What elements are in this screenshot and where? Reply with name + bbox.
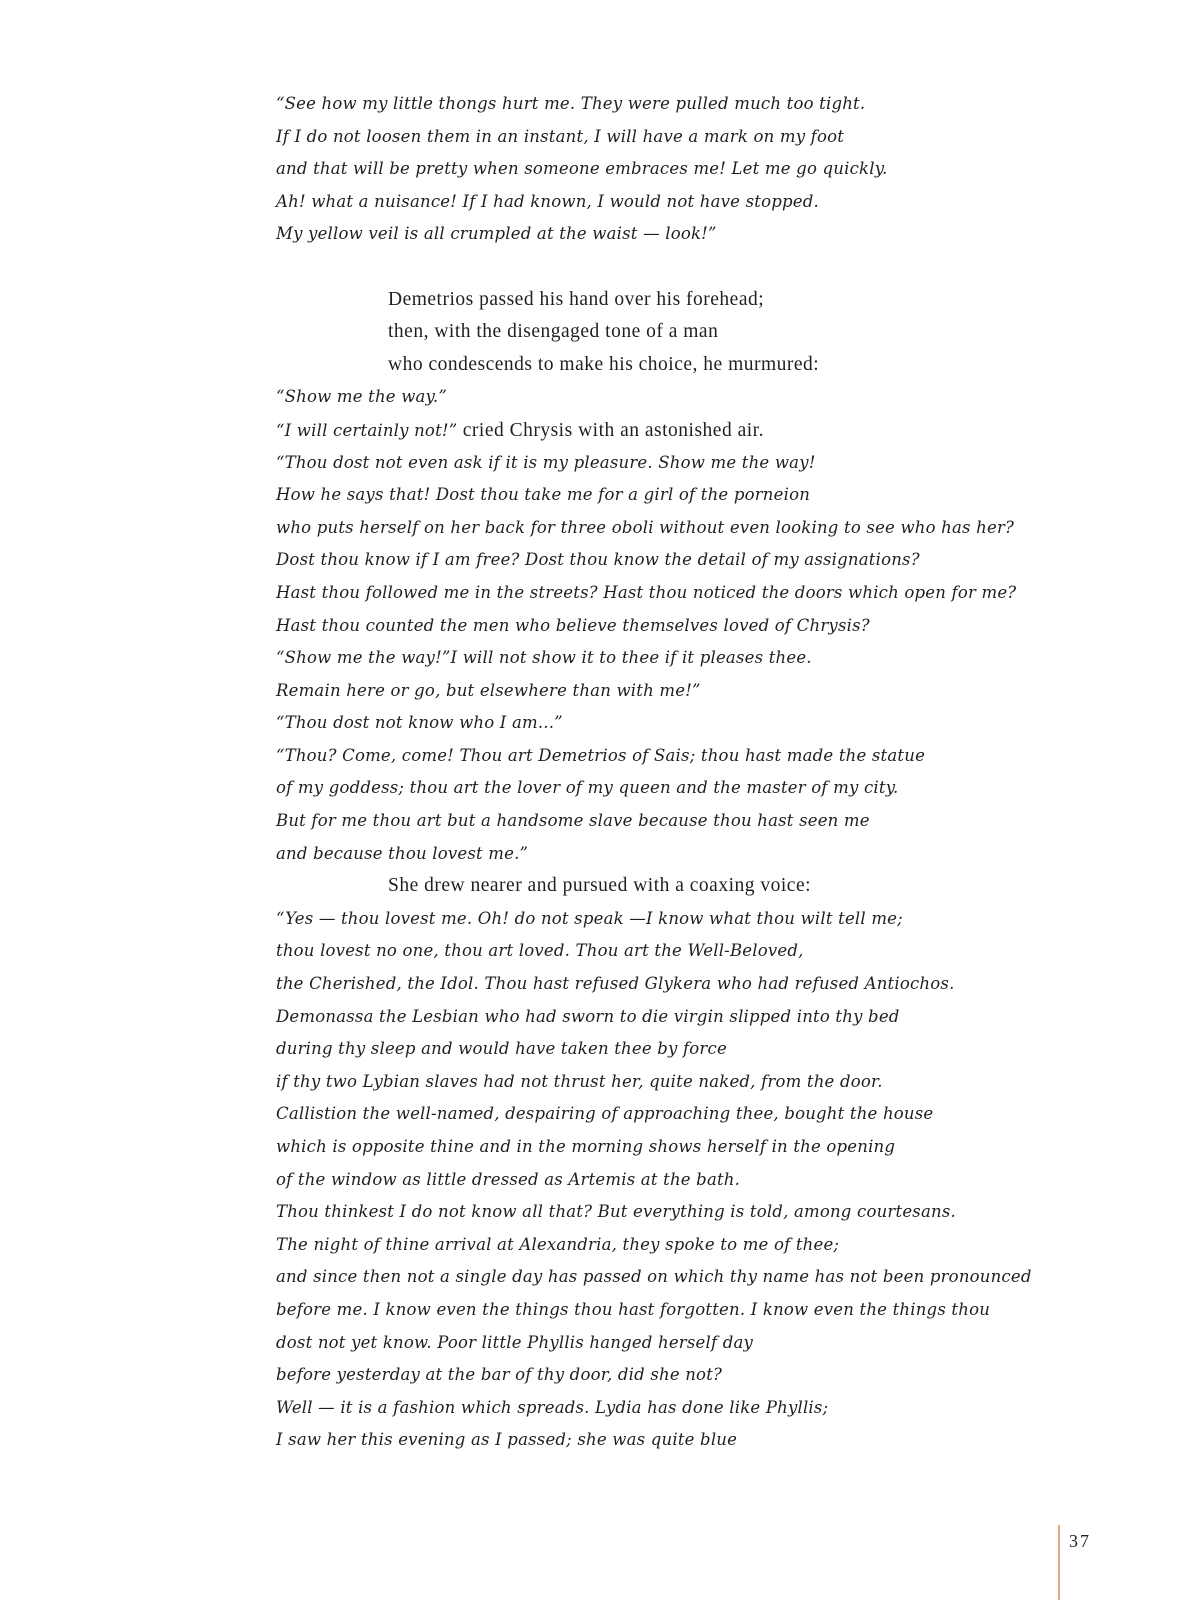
text-line: Hast thou followed me in the streets? Hast thou noticed the doors which open for me? xyxy=(276,582,1017,602)
text-line: then, with the disengaged tone of a man xyxy=(388,321,719,343)
text-line-roman-part: cried Chrysis with an astonished air. xyxy=(457,419,764,441)
text-line: Demonassa the Lesbian who had sworn to die virgin slipped into thy bed xyxy=(276,1006,900,1026)
text-line: who condescends to make his choice, he murmured: xyxy=(388,353,820,375)
text-line: “Show me the way!”I will not show it to thee if it pleases thee. xyxy=(276,648,812,668)
text-line: Remain here or go, but elsewhere than with me!” xyxy=(276,680,701,700)
text-line: before me. I know even the things thou hast forgotten. I know even the things thou xyxy=(276,1299,991,1319)
text-line-italic-part: “I will certainly not!” xyxy=(276,420,458,440)
text-line: Hast thou counted the men who believe themselves loved of Chrysis? xyxy=(276,615,870,635)
text-line: Dost thou know if I am free? Dost thou know the detail of my assignations? xyxy=(276,550,920,570)
text-line: Thou thinkest I do not know all that? But everything is told, among courtesans. xyxy=(276,1202,956,1222)
text-line: Demetrios passed his hand over his forehead; xyxy=(388,288,765,310)
text-line: “Thou? Come, come! Thou art Demetrios of Sais; thou hast made the statue xyxy=(276,745,926,765)
text-line: “Yes — thou lovest me. Oh! do not speak —I know what thou wilt tell me; xyxy=(276,908,903,928)
text-line: She drew nearer and pursued with a coaxing voice: xyxy=(388,875,812,897)
text-line: “Thou dost not even ask if it is my pleasure. Show me the way! xyxy=(276,452,816,472)
text-line: “Show me the way.” xyxy=(276,387,447,407)
text-line: and because thou lovest me.” xyxy=(276,843,529,863)
text-line: Callistion the well-named, despairing of approaching thee, bought the house xyxy=(276,1104,934,1124)
text-line: if thy two Lybian slaves had not thrust her, quite naked, from the door. xyxy=(276,1071,883,1091)
text-line: If I do not loosen them in an instant, I will have a mark on my foot xyxy=(276,126,845,146)
paragraph-gap xyxy=(276,251,1036,284)
text-line: before yesterday at the bar of thy door, did she not? xyxy=(276,1365,723,1385)
text-line: during thy sleep and would have taken thee by force xyxy=(276,1039,727,1059)
text-line xyxy=(276,414,1036,447)
text-line: and since then not a single day has passed on which thy name has not been pronounced xyxy=(276,1267,1032,1287)
text-line: which is opposite thine and in the morning shows herself in the opening xyxy=(276,1137,896,1156)
text-line: and that will be pretty when someone embraces me! Let me go quickly. xyxy=(276,159,888,179)
body-text xyxy=(276,88,1036,1457)
text-line: Well — it is a fashion which spreads. Lydia has done like Phyllis; xyxy=(276,1397,829,1417)
text-line: of my goddess; thou art the lover of my queen and the master of my city. xyxy=(276,778,899,798)
text-line: the Cherished, the Idol. Thou hast refused Glykera who had refused Antiochos. xyxy=(276,974,955,994)
text-line: I saw her this evening as I passed; she was quite blue xyxy=(276,1430,738,1450)
text-line: who puts herself on her back for three oboli without even looking to see who has her? xyxy=(276,517,1015,537)
text-line: But for me thou art but a handsome slave because thou hast seen me xyxy=(276,811,870,831)
text-line: How he says that! Dost thou take me for a girl of the porneion xyxy=(276,485,811,505)
page-margin-rule xyxy=(1058,1525,1060,1600)
text-line: “See how my little thongs hurt me. They were pulled much too tight. xyxy=(276,94,866,113)
text-line: of the window as little dressed as Artemis at the bath. xyxy=(276,1169,741,1189)
text-line: The night of thine arrival at Alexandria, they spoke to me of thee; xyxy=(276,1234,840,1254)
page-number: 37 xyxy=(1069,1531,1091,1551)
text-line: thou lovest no one, thou art loved. Thou art the Well-Beloved, xyxy=(276,941,804,961)
text-line: “Thou dost not know who I am...” xyxy=(276,713,563,733)
text-line: My yellow veil is all crumpled at the waist — look!” xyxy=(276,224,717,244)
text-line: dost not yet know. Poor little Phyllis hanged herself day xyxy=(276,1332,754,1352)
text-line: Ah! what a nuisance! If I had known, I would not have stopped. xyxy=(276,191,819,211)
